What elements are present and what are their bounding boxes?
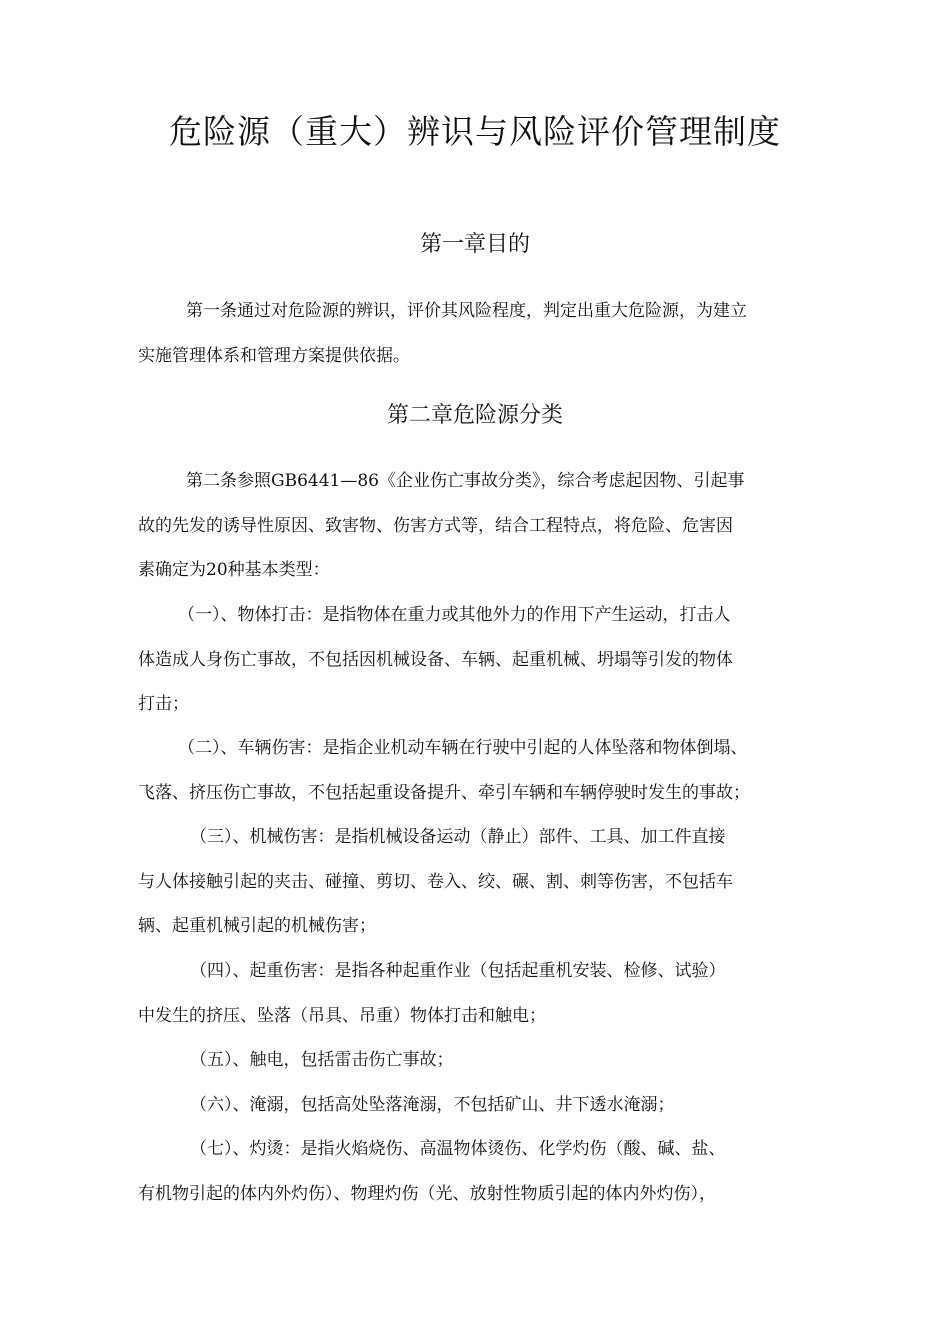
item-7-paragraph <box>138 1127 838 1216</box>
text-line: （六）、淹溺，包括高处坠落淹溺，不包括矿山、井下透水淹溺； <box>190 1095 675 1115</box>
item-6-paragraph <box>138 1083 838 1128</box>
text-line: 打击； <box>138 694 189 714</box>
text-line: 第二条参照GB6441—86《企业伤亡事故分类》，综合考虑起因物、引起事 <box>186 471 745 491</box>
text-line: 体造成人身伤亡事故，不包括因机械设备、车辆、起重机械、坍塌等引发的物体 <box>138 649 733 670</box>
chapter-1-heading: 第一章目的 <box>419 232 530 257</box>
text-line: 素确定为20种基本类型： <box>138 560 330 580</box>
text-line: （七）、灼烫：是指火焰烧伤、高温物体烫伤、化学灼伤（酸、碱、盐、 <box>190 1139 726 1159</box>
text-line: （二）、车辆伤害：是指企业机动车辆在行驶中引起的人体坠落和物体倒塌、 <box>178 738 748 758</box>
text-line: 实施管理体系和管理方案提供依据。 <box>138 345 410 366</box>
article-1-paragraph <box>138 289 838 378</box>
document-title: 危险源（重大）辨识与风险评价管理制度 <box>169 112 781 151</box>
text-line: 故的先发的诱导性原因、致害物、伤害方式等，结合工程特点，将危险、危害因 <box>138 515 733 536</box>
item-5-paragraph <box>138 1038 838 1083</box>
text-line: （三）、机械伤害：是指机械设备运动（静止）部件、工具、加工件直接 <box>190 827 726 847</box>
text-line: 飞落、挤压伤亡事故，不包括起重设备提升、牵引车辆和车辆停驶时发生的事故； <box>138 782 750 803</box>
text-line: 有机物引起的体内外灼伤）、物理灼伤（光、放射性物质引起的体内外灼伤）， <box>138 1183 716 1204</box>
text-line: （一）、物体打击：是指物体在重力或其他外力的作用下产生运动，打击人 <box>178 605 731 625</box>
item-4-paragraph <box>138 949 838 1038</box>
text-line: （四）、起重伤害：是指各种起重作业（包括起重机安装、检修、试验） <box>190 961 726 981</box>
text-line: 辆、起重机械引起的机械伤害； <box>138 916 376 936</box>
item-2-paragraph <box>138 726 838 815</box>
text-line: 与人体接触引起的夹击、碰撞、剪切、卷入、绞、碾、割、刺等伤害，不包括车 <box>138 871 733 892</box>
article-2-paragraph <box>138 459 838 593</box>
item-1-paragraph <box>138 593 838 727</box>
text-line: 第一条通过对危险源的辨识，评价其风险程度，判定出重大危险源，为建立 <box>186 301 747 321</box>
item-3-paragraph <box>138 815 838 949</box>
text-line: 中发生的挤压、坠落（吊具、吊重）物体打击和触电； <box>138 1005 546 1026</box>
chapter-2-heading: 第二章危险源分类 <box>386 403 563 428</box>
text-line: （五）、触电，包括雷击伤亡事故； <box>190 1050 454 1070</box>
